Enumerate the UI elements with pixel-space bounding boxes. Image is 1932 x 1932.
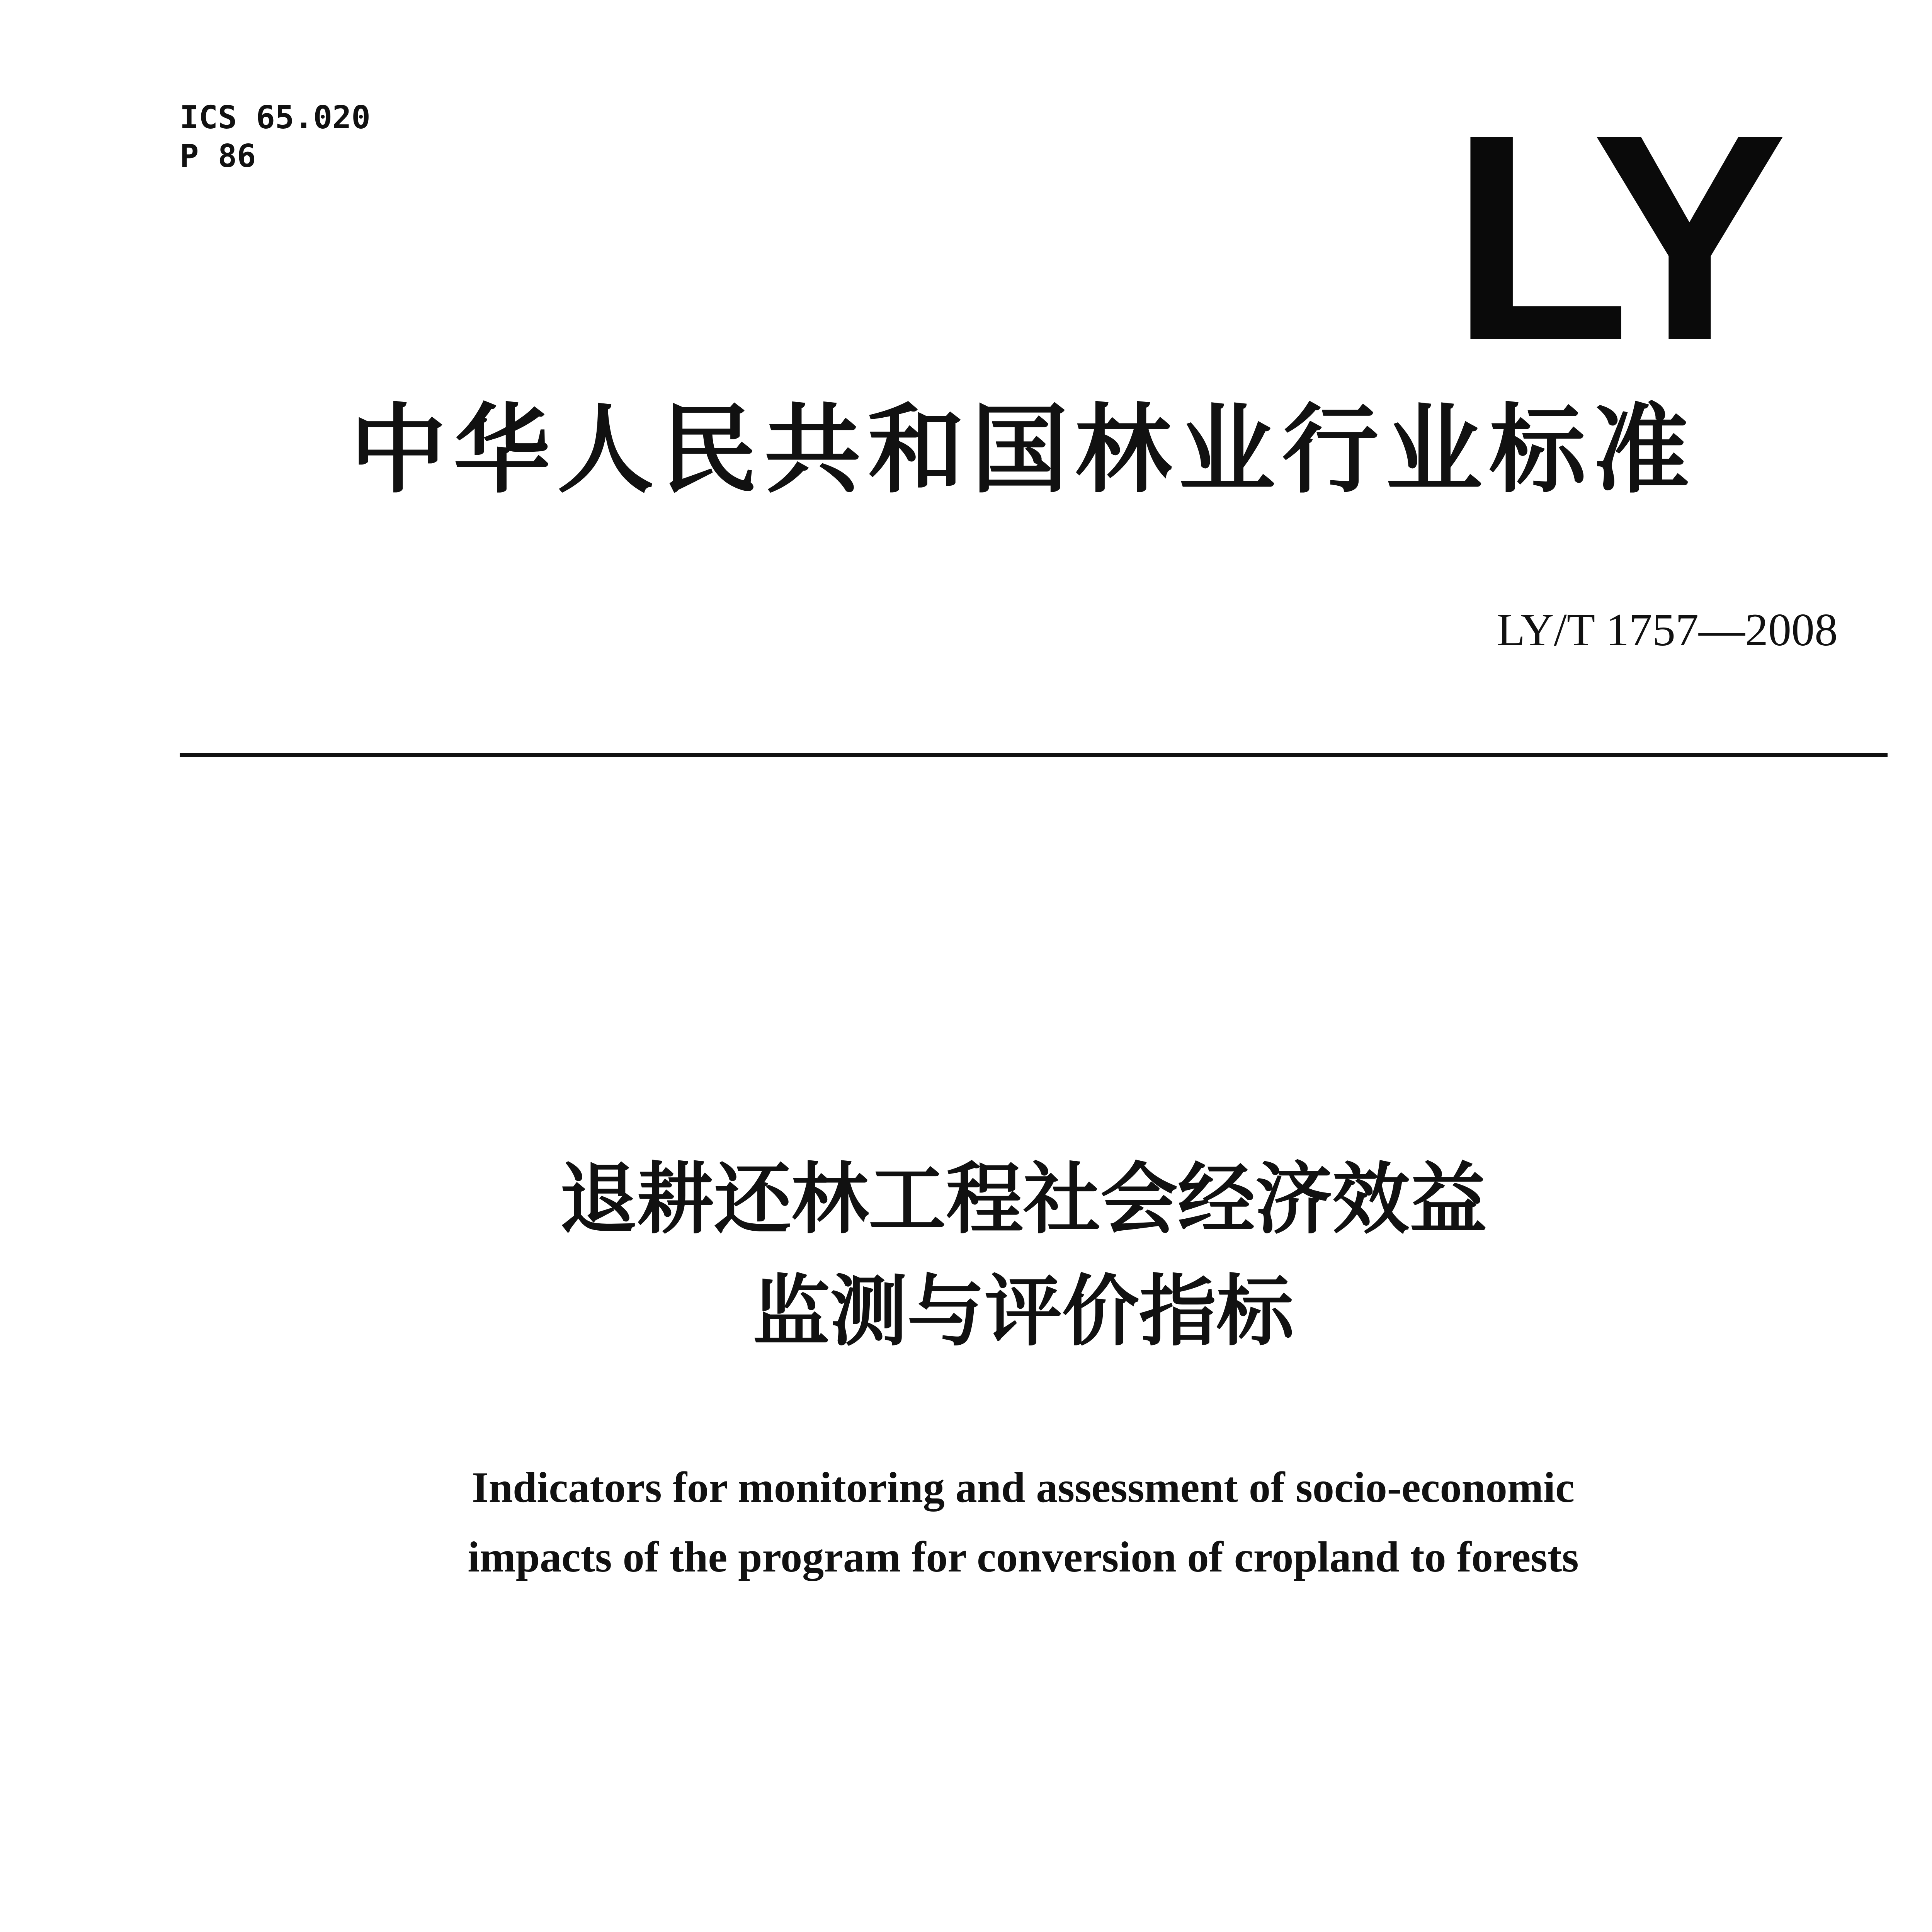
ics-code: ICS 65.020 [180, 99, 371, 136]
document-title-english [0, 1453, 1932, 1592]
title-cn-line-1: 退耕还林工程社会经济效益 [559, 1155, 1487, 1245]
standard-number: LY/T 1757—2008 [1497, 604, 1838, 655]
title-en-line-1: Indicators for monitoring and assessment of socio-economic [472, 1464, 1575, 1512]
classification-code: P 86 [180, 138, 256, 175]
title-en-line-2: impacts of the program for conversion of cropland to forests [468, 1533, 1579, 1581]
title-cn-line-2: 监测与评价指标 [752, 1267, 1294, 1357]
top-divider [180, 753, 1888, 757]
standard-logo: LY [1451, 73, 1776, 401]
document-title-chinese [0, 1144, 1932, 1368]
standard-category-title: 中华人民共和国林业行业标准 [350, 394, 1696, 506]
classification-codes [180, 99, 371, 176]
